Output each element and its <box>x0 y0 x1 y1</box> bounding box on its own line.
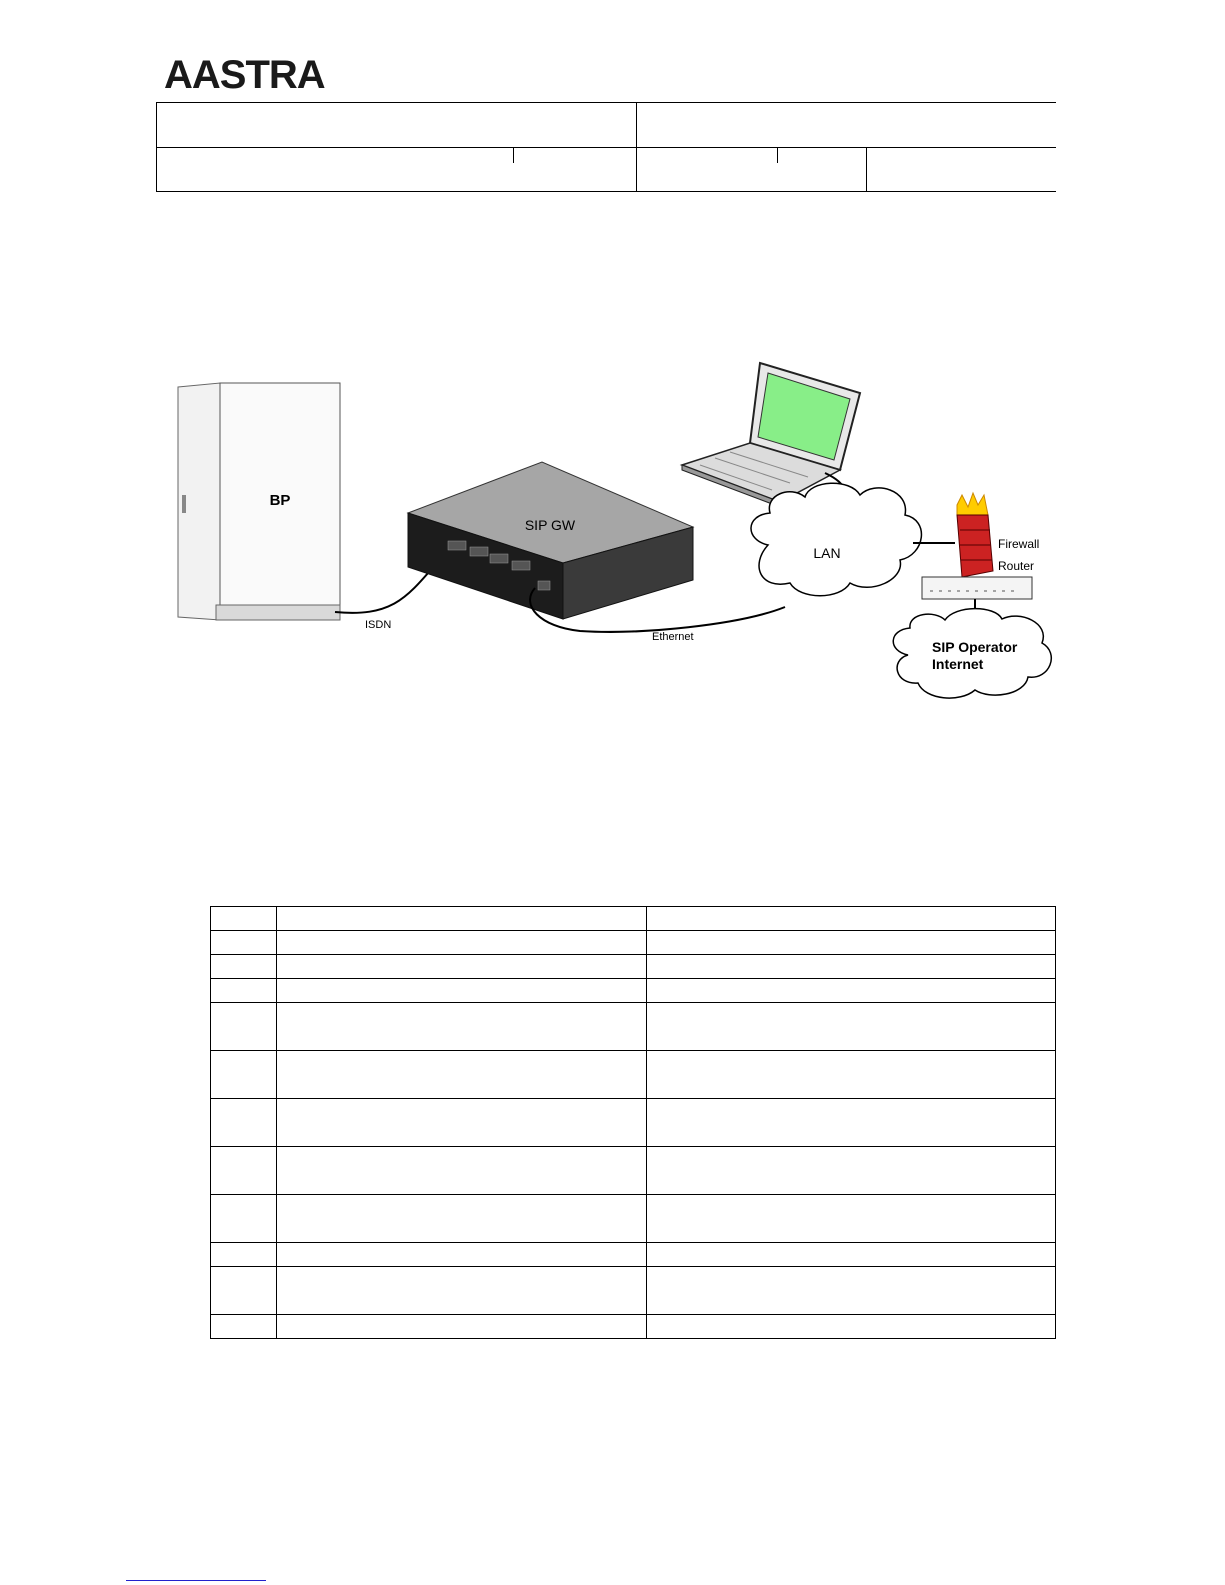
logo-text: AASTRA <box>164 53 325 97</box>
firewall-label: Firewall <box>998 537 1040 551</box>
isdn-label: ISDN <box>365 619 392 631</box>
table-cell <box>277 1267 647 1315</box>
table-cell <box>647 1243 1056 1267</box>
table-row <box>211 931 1056 955</box>
document-header-table <box>156 102 1056 192</box>
bp-label: BP <box>269 492 291 509</box>
lan-label: LAN <box>813 545 841 561</box>
cabinet-icon <box>178 383 340 620</box>
table-cell <box>211 931 277 955</box>
table-cell <box>277 1315 647 1339</box>
table-cell <box>211 1051 277 1099</box>
table-row <box>211 1195 1056 1243</box>
table-cell <box>211 1147 277 1195</box>
table-cell <box>277 1099 647 1147</box>
lan-cloud-icon <box>751 483 921 596</box>
table-cell <box>277 907 647 931</box>
table-cell <box>277 979 647 1003</box>
table-cell <box>277 955 647 979</box>
table-row <box>211 1099 1056 1147</box>
table-row <box>211 1267 1056 1315</box>
table-cell <box>211 955 277 979</box>
table-cell <box>647 979 1056 1003</box>
table-cell <box>647 907 1056 931</box>
table-cell <box>277 1051 647 1099</box>
table-row <box>211 1003 1056 1051</box>
network-diagram <box>160 355 1060 715</box>
table-cell <box>647 1051 1056 1099</box>
router-label: Router <box>998 559 1035 573</box>
table-row <box>211 955 1056 979</box>
table-cell <box>647 1003 1056 1051</box>
table-cell <box>647 1147 1056 1195</box>
table-cell <box>647 955 1056 979</box>
table-row <box>211 1315 1056 1339</box>
table-row <box>211 1243 1056 1267</box>
sip-operator-cloud-icon <box>893 609 1051 698</box>
table-cell <box>211 979 277 1003</box>
table-cell <box>277 1243 647 1267</box>
table-cell <box>211 1003 277 1051</box>
table-row <box>211 979 1056 1003</box>
ethernet-label: Ethernet <box>652 631 694 643</box>
aastra-logo <box>164 52 354 98</box>
table-cell <box>211 1243 277 1267</box>
table-row <box>211 1147 1056 1195</box>
gateway-icon <box>408 462 693 619</box>
internet-label: Internet <box>932 656 984 672</box>
table-cell <box>647 1099 1056 1147</box>
table-cell <box>277 1195 647 1243</box>
table-cell <box>211 907 277 931</box>
table-cell <box>211 1099 277 1147</box>
aastra-logo-icon <box>164 52 354 98</box>
table-cell <box>211 1195 277 1243</box>
sip-gw-label: SIP GW <box>524 517 576 533</box>
table-cell <box>647 1267 1056 1315</box>
table-cell <box>647 1195 1056 1243</box>
table-cell <box>211 1267 277 1315</box>
table-cell <box>277 931 647 955</box>
table-cell <box>647 931 1056 955</box>
table-row <box>211 907 1056 931</box>
sip-operator-label: SIP Operator <box>932 639 1018 655</box>
table-cell <box>277 1003 647 1051</box>
table-row <box>211 1051 1056 1099</box>
footer-link[interactable] <box>126 1556 266 1581</box>
data-table <box>210 906 1056 1339</box>
table-cell <box>277 1147 647 1195</box>
table-cell <box>211 1315 277 1339</box>
table-cell <box>647 1315 1056 1339</box>
